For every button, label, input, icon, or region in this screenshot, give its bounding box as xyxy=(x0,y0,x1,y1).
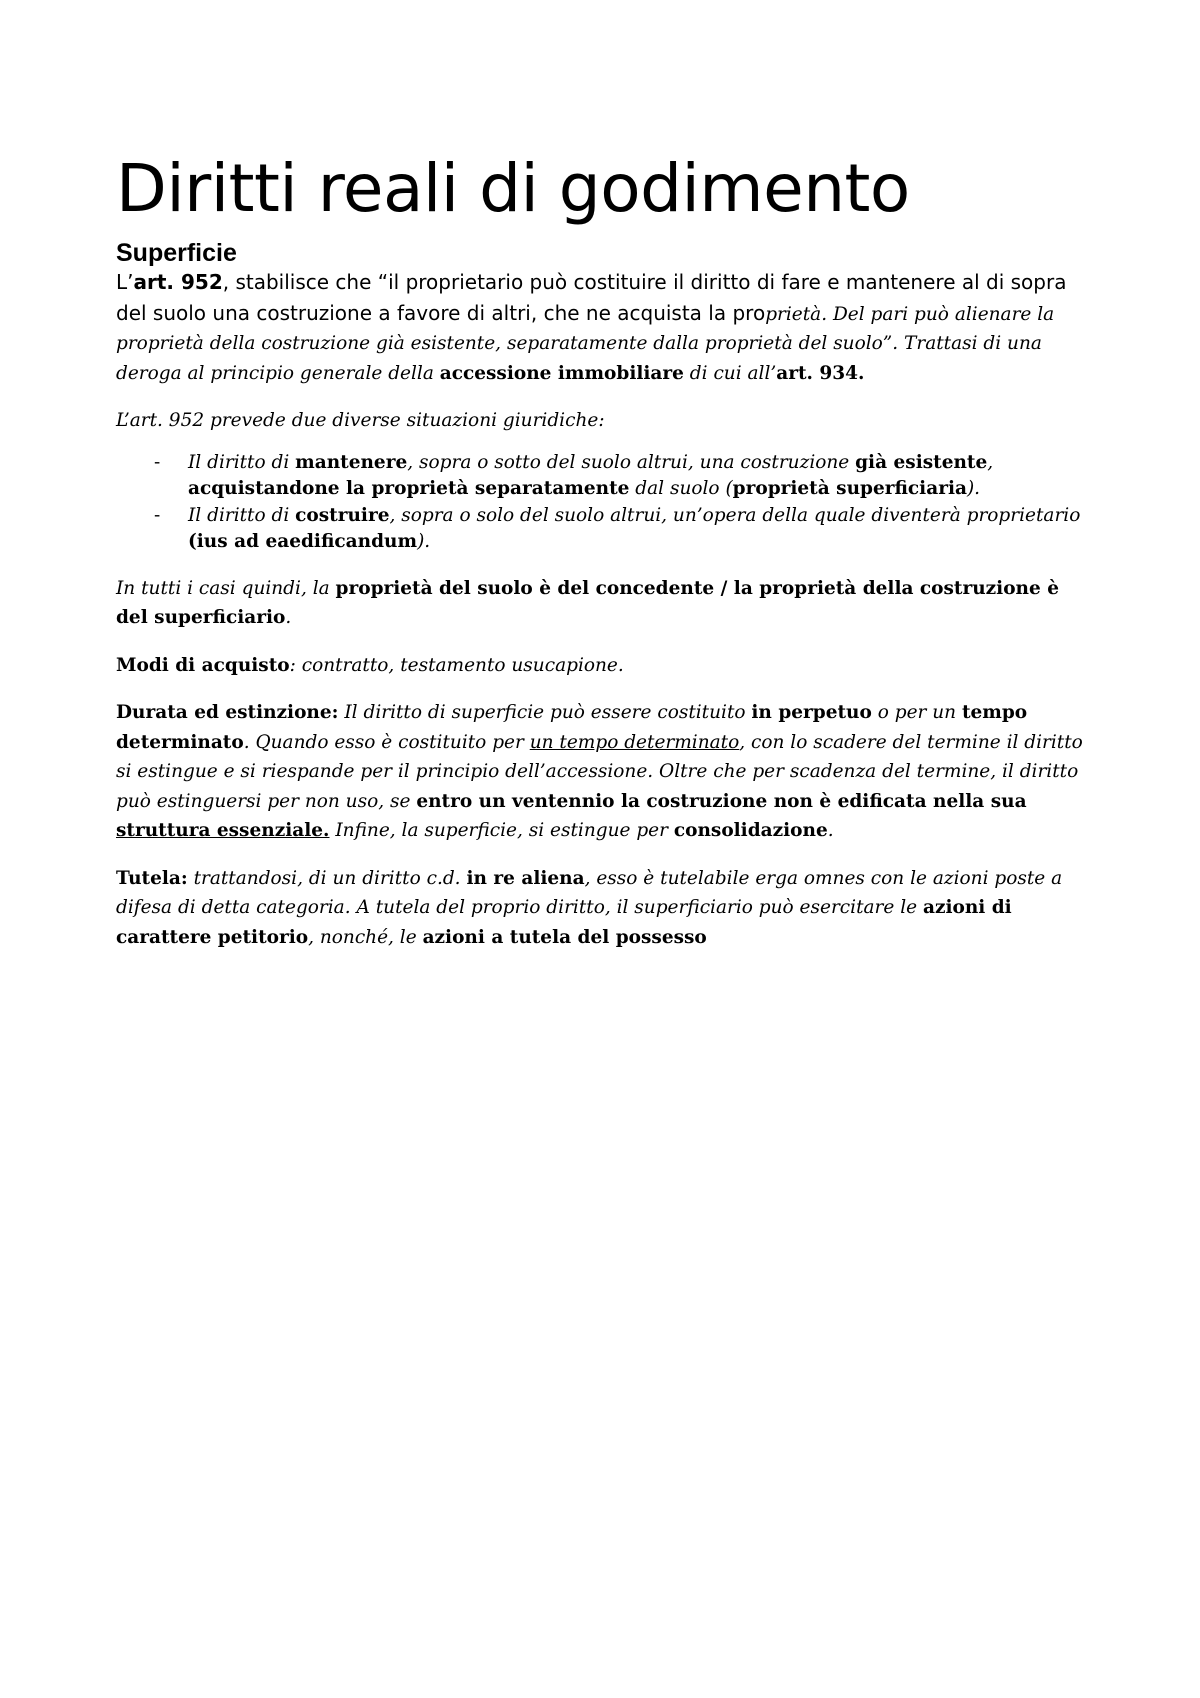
list-text: ). xyxy=(417,531,431,552)
tutela-bold: azioni a tutela del possesso xyxy=(422,926,707,948)
intro-text: , stabilisce che “il proprietario può costituire il diritto di fare e mantenere al di sopra del suolo una costruzione a favore di altri, che ne acquista la pro xyxy=(116,270,1067,325)
list-bold: acquistandone la proprietà separatamente xyxy=(188,478,630,499)
tutela-paragraph xyxy=(116,864,1096,953)
list-text: Il diritto di xyxy=(188,504,296,526)
modi-label: Modi di acquisto xyxy=(116,654,290,676)
list-bold: già esistente xyxy=(855,451,988,473)
durata-bold: entro un ventennio la costruzione non è edificata nella sua xyxy=(416,790,1027,812)
page-title: Diritti reali di godimento xyxy=(116,150,910,227)
durata-paragraph xyxy=(116,698,1096,846)
modi-text: : contratto, testamento usucapione. xyxy=(289,654,624,676)
list-text: dal suolo ( xyxy=(629,478,733,499)
list-bold: mantenere xyxy=(295,451,408,473)
intro-italic: di cui all’ xyxy=(683,362,777,384)
durata-bold: tempo determinato xyxy=(116,702,1028,753)
list-bold: (ius ad eaedificandum xyxy=(188,531,418,552)
casi-bold: proprietà del suolo è del concedente / la proprietà della costruzione è del superficiario xyxy=(116,577,1059,628)
durata-text: , con lo scadere del termine il diritto si estingue e si riespande per il principio dell’accessione. Oltre che per scadenza del termine, il diritto può estinguersi per non uso, se xyxy=(116,731,1083,812)
list-item xyxy=(116,450,1096,503)
accessione-term: accessione immobiliare xyxy=(439,362,684,384)
durata-text: Il diritto di superficie può essere costituito xyxy=(338,702,752,723)
art-934-ref: art. 934 xyxy=(776,362,859,384)
list-dash: - xyxy=(154,451,161,473)
tutela-label: Tutela: xyxy=(116,867,188,889)
list-bold: proprietà superficiaria xyxy=(732,478,967,499)
intro-text: L’ xyxy=(116,270,134,294)
durata-text: Infine, la superficie, si estingue per xyxy=(329,820,674,841)
situazioni-list xyxy=(116,450,1096,556)
durata-text: . xyxy=(827,820,834,841)
tutela-text: , esso è tutelabile erga omnes con le azioni poste a difesa di detta categoria. A tutela del proprio diritto, il superficiario può esercitare le xyxy=(116,867,1063,918)
casi-paragraph xyxy=(116,574,1096,633)
situazioni-intro xyxy=(116,406,1096,436)
modi-paragraph xyxy=(116,651,1096,681)
tutela-bold: azioni di carattere petitorio xyxy=(116,897,1012,948)
durata-bold: in perpetuo xyxy=(751,702,872,723)
art-952-ref: art. 952 xyxy=(133,270,223,294)
durata-bold-underline: struttura essenziale. xyxy=(116,820,330,841)
intro-italic: prietà. Del pari può alienare la proprietà della costruzione già esistente, separatamente dalla proprietà del suolo”. Trattasi di una deroga al principio generale della xyxy=(116,303,1055,384)
durata-bold: consolidazione xyxy=(673,820,828,841)
intro-paragraph xyxy=(116,268,1096,388)
durata-underline: un tempo determinato xyxy=(529,731,740,753)
list-text: , sopra o sotto del suolo altrui, una costruzione xyxy=(407,451,856,473)
casi-text: In tutti i casi quindi, la xyxy=(116,577,336,599)
tutela-text: , nonché, le xyxy=(308,926,423,948)
situazioni-text: L’art. 952 prevede due diverse situazioni giuridiche: xyxy=(116,410,605,431)
list-text: Il diritto di xyxy=(188,451,296,473)
durata-text: . Quando esso è costituito per xyxy=(243,731,530,753)
tutela-text: trattandosi, di un diritto c.d. xyxy=(187,867,467,889)
durata-text: o per un xyxy=(871,702,962,723)
list-dash: - xyxy=(154,504,161,526)
document-body xyxy=(116,146,1096,952)
section-heading: Superficie xyxy=(116,239,237,267)
tutela-bold: in re aliena xyxy=(466,867,585,889)
durata-label: Durata ed estinzione: xyxy=(116,702,339,723)
intro-text: . xyxy=(858,362,865,384)
list-text: , sopra o solo del suolo altrui, un’opera della quale diventerà proprietario xyxy=(389,504,1081,526)
list-bold: costruire xyxy=(295,504,390,526)
list-text: , xyxy=(987,451,994,473)
casi-text: . xyxy=(285,607,292,628)
list-text: ). xyxy=(966,478,981,499)
list-item xyxy=(116,503,1096,556)
